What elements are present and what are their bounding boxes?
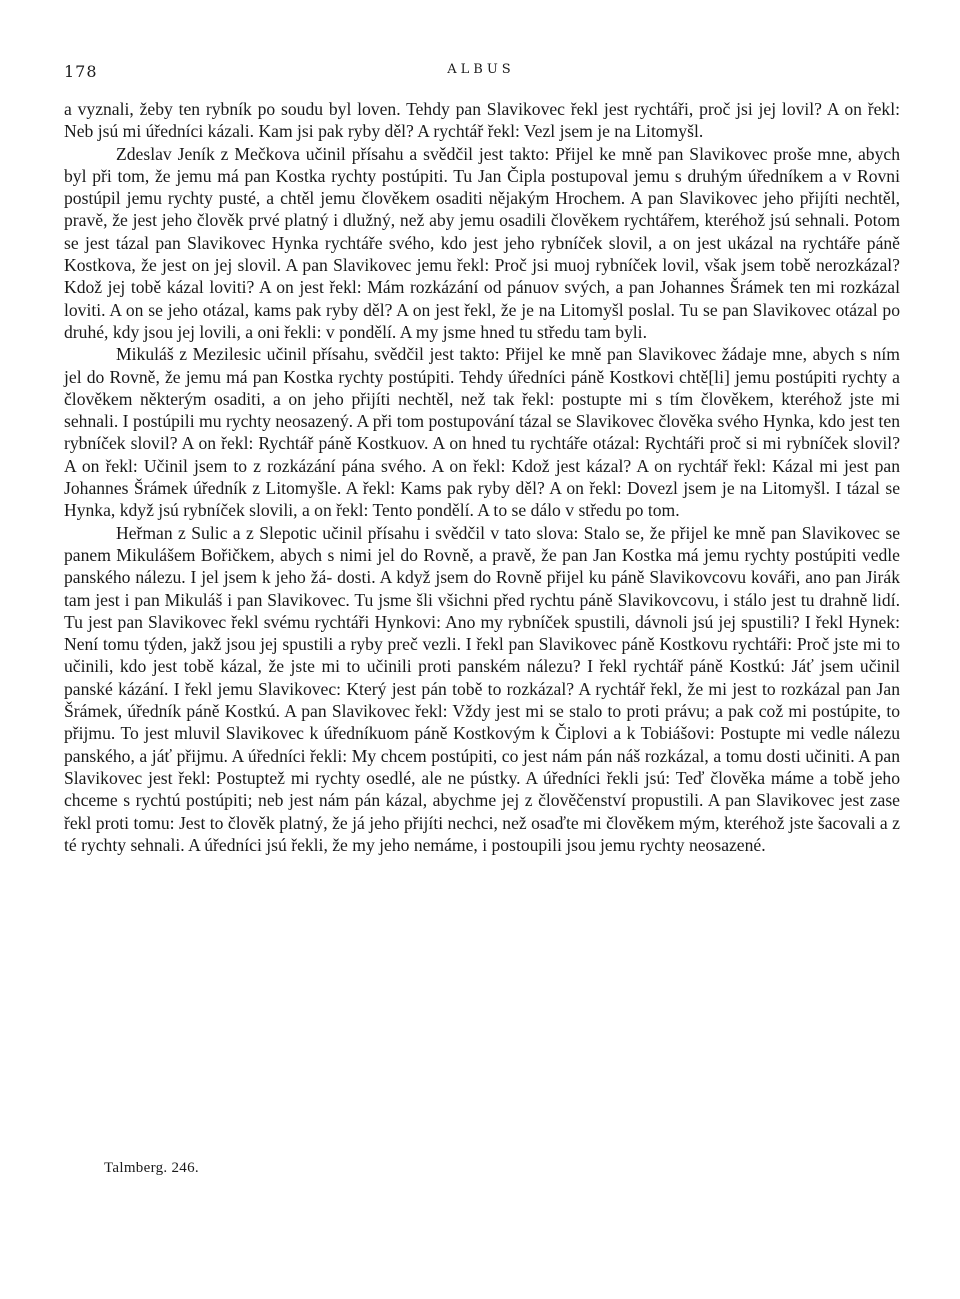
- paragraph: Heřman z Sulic a z Slepotic učinil přísahu i svědčil v tato slova: Stalo se, že přijel ke mně pan Slavikovec se panem Mikulášem Bořičkem, abych s nimi jel do Rovně, a pravě, že pan Jan Kostka má jemu rychty postúpiti vedle panského nálezu. I jel jsem k jeho žá- dosti. A když jsem do Rovně přijel ku páně Slavikovcovu kováři, ano pan Jirák tam jest i pan Mikuláš i pan Slavikovec. Tu jsme šli všichni před rychtu páně Slavikovcovu, i stálo jest tu drahně lidí. Tu jest pan Slavikovec řekl svému rychtáři Hynkovi: Ano my rybníček spustili, dávnoli jsú jej spustili? I řekl Hynek: Není tomu týden, jakž jsou jej spustili a ryby preč vezli. I řekl pan Slavikovec páně Kostkovu rychtáři: Proč jste mi to učinili, kdo jest tobě kázal, že jste mi to učinili proti panském nálezu? I řekl rychtář páně Kostkú: Jáť jsem učinil panské kázání. I řekl jemu Slavikovec: Který jest pán tobě to rozkázal? A rychtář řekl, že mi jest to rozkázal pan Jan Šrámek, úředník páně Kostkú. A pan Slavikovec řekl: Vždy jest mi se stalo to proti právu; a pak což mi postúpite, to přijmu. To jest mluvil Slavikovec k úředníkuom páně Kostkovým k Čiplovi a k Tobiášovi: Postupte mi vedle nálezu panského, a jáť přijmu. A úředníci řekli: My chcem postúpiti, co jest nám pán náš rozkázal, a tomu dosti učiniti. A pan Slavikovec jest řekl: Postuptež mi rychty osedlé, ale ne pústky. A úředníci řekli jsú: Teď člověka máme a tobě jeho chceme s rychtú postúpiti; neb jest nám pán kázal, abychme jej z člověčenství propustili. A pan Slavikovec jest zase řekl proti tomu: Jest to člověk platný, že já jeho přijíti nechci, než osaďte mi člověkem mým, kteréhož jste šacovali a z té rychty sehnali. A úředníci jsú řekli, že my jeho nemáme, i postoupili jsou jemu rychty neosazené.: [64, 522, 900, 855]
- body-text: [64, 98, 900, 856]
- running-title: ALBUS: [447, 62, 515, 77]
- page-number: 178: [64, 62, 98, 81]
- paragraph: Zdeslav Jeník z Mečkova učinil přísahu a svědčil jest takto: Přijel ke mně pan Slavikovec proše mne, abych byl při tom, že jemu má pan Kostka rychty postúpiti. Tu Jan Čipla postupoval jemu s druhým úředníkem a v Rovni postúpil jemu rychty pusté, a chtěl jemu člověkem osaditi nějakým Hrochem. A pan Slavikovec jeho přijíti nechtěl, pravě, že jest jeho člověk prvé platný i dlužný, než aby jemu osadili člověkem rychtářem, kteréhož jsú sehnali. Potom se jest tázal pan Slavikovec Hynka rychtáře svého, kdo jest jeho rybníček slovil, a on jest ukázal na rychtáře páně Kostkova, že jest on jej slovil. A pan Slavikovec jemu řekl: Proč jsi muoj rybníček lovil, však jsem tobě nerozkázal? Kdož jej tobě kázal loviti? A on jest řekl: Mám rozkázání od pánuov svých, a pan Johannes Šrámek ten mi rozkázal loviti. A on se jeho otázal, kams pak ryby děl? A on jest řekl, že je na Litomyšl poslal. Tu se pan Slavikovec otázal po druhé, kdy jsou jej lovili, a oni řekli: v pondělí. A my jsme hned tu středu tam byli.: [64, 143, 900, 342]
- source-reference: Talmberg. 246.: [104, 1160, 199, 1176]
- page-header: [64, 62, 898, 82]
- paragraph: Mikuláš z Mezilesic učinil přísahu, svědčil jest takto: Přijel ke mně pan Slavikovec žádaje mne, abych s ním jel do Rovně, že jemu má pan Kostka rychty postúpiti. Tehdy úředníci páně Kostkovi chtě[li] jemu postúpiti rychty a člověkem některým osaditi, a on jeho přijíti nechtěl, než tak řekl: postupte mi s tím člověkem, kteréhož jste mi sehnali. I postúpili mu rychty neosazený. A při tom postupování tázal se Slavikovec člověka svého Hynka, kdo jest ten rybníček slovil? A on řekl: Rychtář páně Kostkuov. A on hned tu rychtáře otázal: Rychtáři proč si mi rybníček slovil? A on řekl: Učinil jsem to z rozkázání pána svého. A on řekl: Kdož jest kázal? A on rychtář řekl: Kázal mi jest pan Johannes Šrámek úředník z Litomyšle. A řekl: Kams pak ryby děl? A on řekl: Dovezl jsem je na Litomyšl. I tázal se Hynka, když jsú rybníček slovili, a on řekl: Tento pondělí. A to se dálo v středu po tom.: [64, 344, 900, 521]
- paragraph: a vyznali, žeby ten rybník po soudu byl loven. Tehdy pan Slavikovec řekl jest rychtáři, proč jsi jej lovil? A on řekl: Neb jsú mi úředníci kázali. Kam jsi pak ryby děl? A rychtář řekl: Vezl jsem je na Litomyšl.: [64, 99, 900, 142]
